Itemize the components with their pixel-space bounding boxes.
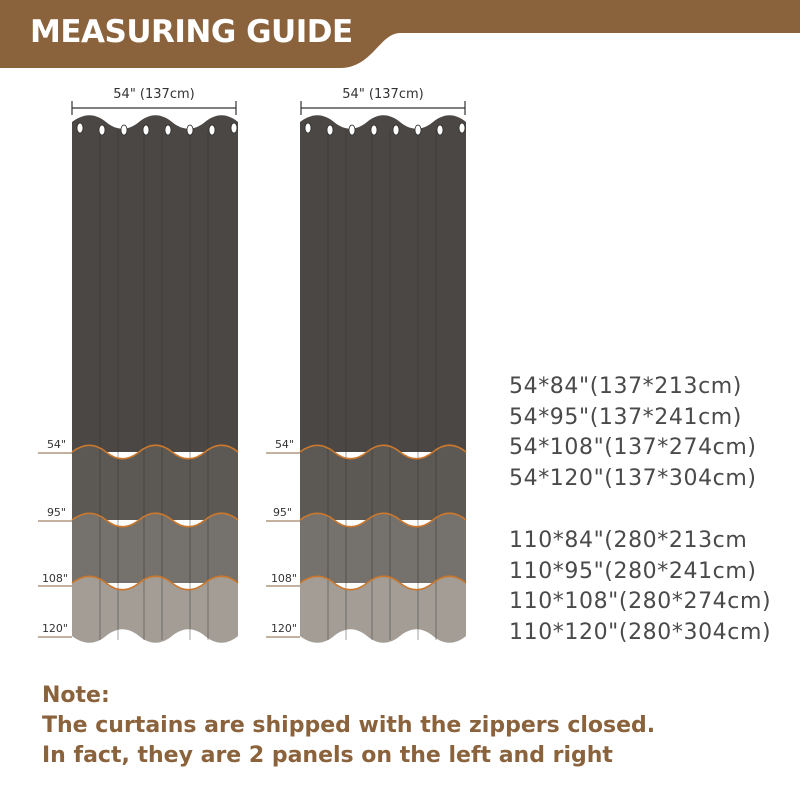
size-options <box>509 372 771 648</box>
length-label-95-right: 95" <box>272 506 292 519</box>
length-label-108-right: 108" <box>270 572 297 585</box>
size-option: 54*108"(137*274cm) <box>509 435 757 460</box>
note-block <box>42 681 655 771</box>
page-title: MEASURING GUIDE <box>30 14 353 50</box>
note-line: In fact, they are 2 panels on the left and right <box>42 743 613 768</box>
panel-bands-left <box>72 115 238 643</box>
length-lines-left <box>38 453 72 637</box>
size-option: 110*120"(280*304cm) <box>509 619 772 645</box>
size-option: 110*108"(280*274cm) <box>509 589 772 614</box>
size-group-spacer <box>509 494 771 526</box>
size-option: 110*95"(280*241cm) <box>509 558 757 584</box>
length-label-54-left: 54" <box>46 438 66 451</box>
panel-bands-right <box>300 115 466 643</box>
length-label-108-left: 108" <box>41 572 68 585</box>
width-dimension-right <box>301 87 465 115</box>
note-heading: Note: <box>42 683 110 708</box>
width-label-right: 54" (137cm) <box>342 87 424 102</box>
length-label-54-right: 54" <box>274 438 294 451</box>
length-label-120-right: 120" <box>270 622 297 635</box>
width-label-left: 54" (137cm) <box>113 87 195 102</box>
curtain-left <box>38 87 238 643</box>
size-option: 54*120"(137*304cm) <box>509 465 757 491</box>
curtain-right <box>266 87 466 643</box>
size-option: 110*84"(280*213cm <box>509 528 748 553</box>
width-dimension-left <box>72 87 236 115</box>
note-line: The curtains are shipped with the zippers closed. <box>42 713 656 738</box>
size-option: 54*84"(137*213cm) <box>509 374 742 399</box>
length-lines-right <box>266 453 300 637</box>
size-option: 54*95"(137*241cm) <box>509 404 742 430</box>
length-label-95-left: 95" <box>46 506 66 519</box>
length-label-120-left: 120" <box>41 622 68 635</box>
